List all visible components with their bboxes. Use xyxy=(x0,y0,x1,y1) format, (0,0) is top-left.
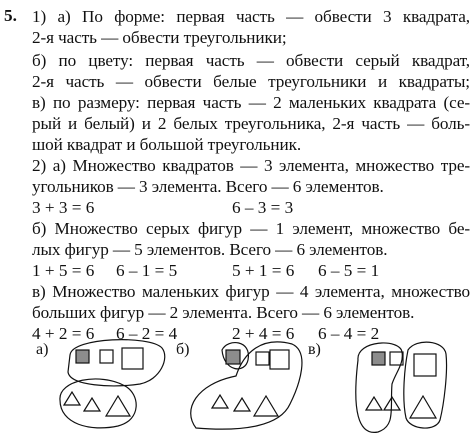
equation: 6 – 2 = 4 xyxy=(116,324,178,343)
text-line-3: б) по цвету: первая часть — обвести серый квадрат, xyxy=(32,51,470,70)
large-square xyxy=(414,354,436,376)
small-triangle xyxy=(366,397,382,410)
text-line-12: лых фигур — 5 элементов. Всего — 6 элементов. xyxy=(32,240,388,259)
group-outline-triangles xyxy=(60,379,136,428)
large-triangle xyxy=(254,396,278,416)
small-triangle xyxy=(64,392,80,405)
equation: 6 – 1 = 5 xyxy=(116,261,178,280)
equation: 5 + 1 = 6 xyxy=(232,261,295,280)
figure-label-c: в) xyxy=(308,341,321,358)
figure-label-b: б) xyxy=(176,341,190,358)
text-line-5: в) по размеру: первая часть — 2 маленьких квадрата (се- xyxy=(32,93,470,112)
text-line-4: 2-я часть — обвести белые треугольники и квадраты; xyxy=(32,72,470,91)
large-triangle xyxy=(106,396,130,416)
small-triangle xyxy=(212,395,228,408)
group-outline-large xyxy=(404,342,447,428)
small-square xyxy=(256,352,269,365)
equation: 1 + 5 = 6 xyxy=(32,261,95,280)
small-square xyxy=(100,350,113,363)
text-line-7: шой квадрат и большой треугольник. xyxy=(32,135,302,154)
large-triangle xyxy=(410,396,436,418)
equation: 3 + 3 = 6 xyxy=(32,198,95,217)
gray-small-square xyxy=(76,350,89,363)
text-line-6: рый и белый) и 2 белых треугольника, 2-я часть — боль- xyxy=(32,114,470,133)
equation: 6 – 4 = 2 xyxy=(318,324,380,343)
large-square xyxy=(270,350,289,369)
equation: 4 + 2 = 6 xyxy=(32,324,95,343)
small-triangle xyxy=(84,398,100,411)
group-outline-white xyxy=(191,342,302,429)
text-line-15: больших фигур — 2 элемента. Всего — 6 элементов. xyxy=(32,303,415,322)
text-line-9: угольников — 3 элемента. Всего — 6 элементов. xyxy=(32,177,384,196)
text-line-1: 1) а) По форме: первая часть — обвести 3 квадрата, xyxy=(32,7,470,26)
large-square xyxy=(122,348,143,369)
small-triangle xyxy=(234,398,250,411)
equation: 6 – 3 = 3 xyxy=(232,198,294,217)
figure-label-a: а) xyxy=(36,341,49,358)
text-line-14: в) Множество маленьких фигур — 4 элемента, множество xyxy=(32,282,470,301)
text-line-8: 2) а) Множество квадратов — 3 элемента, множество тре- xyxy=(32,156,470,175)
equation: 2 + 4 = 6 xyxy=(232,324,295,343)
problem-number: 5. xyxy=(4,6,17,25)
gray-small-square xyxy=(372,352,385,365)
gray-small-square xyxy=(226,350,240,364)
text-line-11: б) Множество серых фигур — 1 элемент, множество бе- xyxy=(32,219,470,238)
equation: 6 – 5 = 1 xyxy=(318,261,380,280)
text-line-2: 2-я часть — обвести треугольники; xyxy=(32,28,287,47)
